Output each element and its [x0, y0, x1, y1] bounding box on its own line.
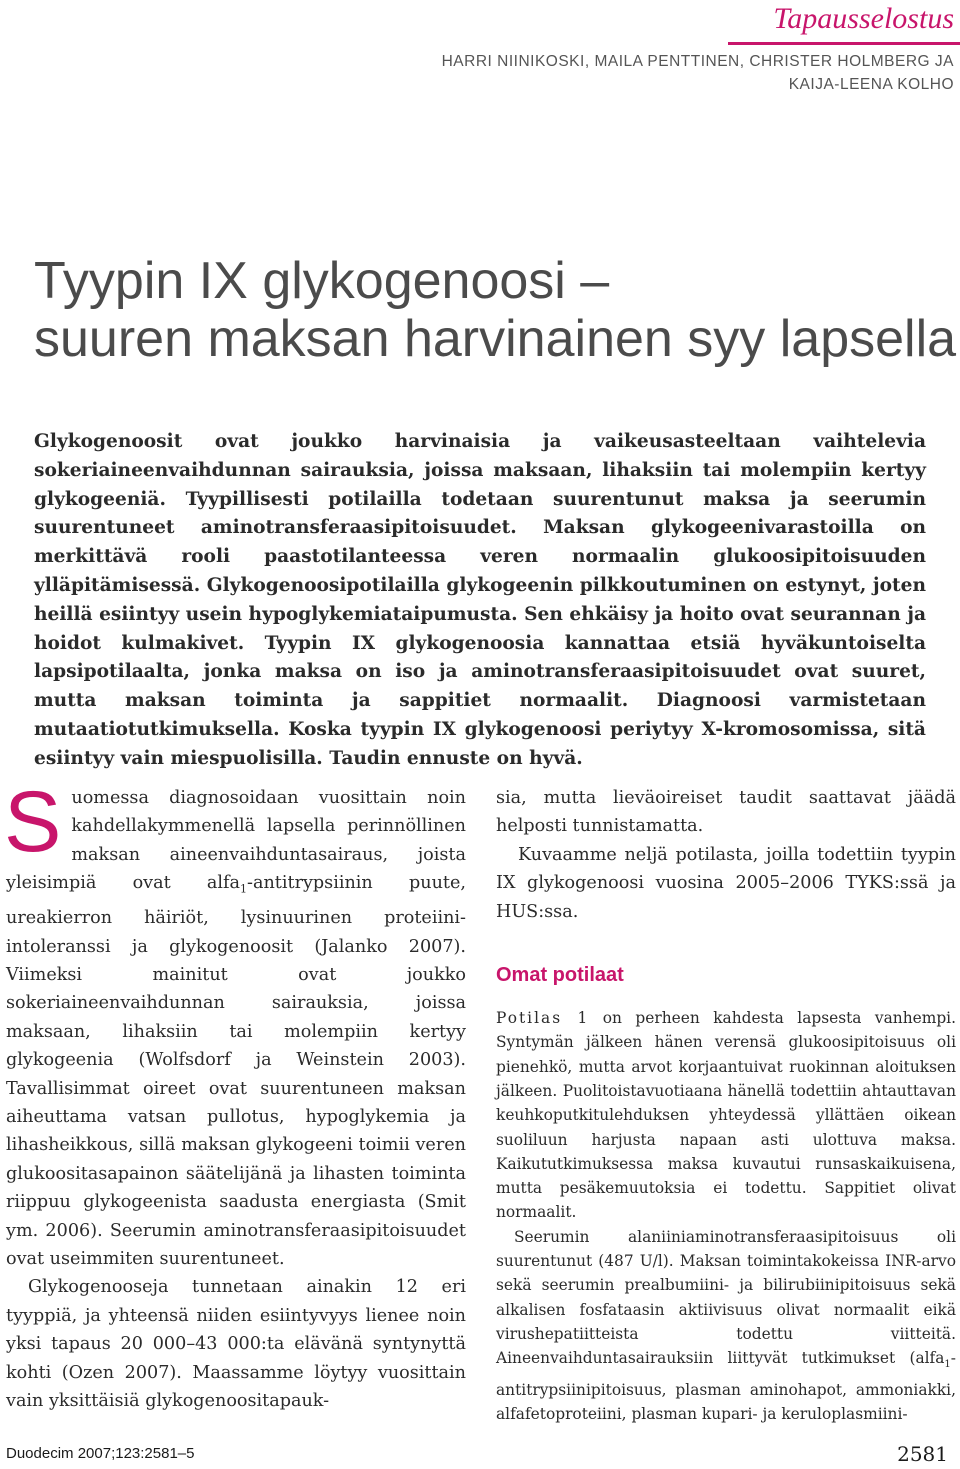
title-line-1: Tyypin IX glykogenoosi – — [34, 252, 610, 310]
drop-cap: S — [4, 774, 62, 870]
left-column — [4, 774, 466, 1415]
case-1-paragraph — [496, 1006, 956, 1225]
authors — [254, 50, 954, 96]
patients-intro-paragraph: Kuvaamme neljä potilasta, joilla todettiin tyypin IX glykogenoosi vuosina 2005–2006 TYKS:ssä ja HUS:ssa. — [496, 844, 956, 922]
article-title — [34, 252, 957, 368]
prevalence-paragraph: Glykogenooseja tunnetaan ainakin 12 eri tyyppiä, ja yhteensä niiden esiintyvyys lienee noin yksi tapaus 20 000–43 000:ta elävänä syntynyttä kohti (Ozen 2007). Maassamme löytyy vuosittain vain yksittäisiä glykogenoositapauk- — [6, 1277, 466, 1412]
case-1-lab-text-b: -antitrypsiinipitoisuus, plasman aminohapot, ammoniakki, alfafetoproteiini, plasman kupari- ja keruloplasmiini- — [496, 1349, 956, 1423]
intro-subscript: 1 — [240, 882, 248, 896]
authors-line-1: HARRI NIINIKOSKI, MAILA PENTTINEN, CHRISTER HOLMBERG JA — [441, 53, 954, 70]
continuation-paragraph: sia, mutta lieväoireiset taudit saattavat jäädä helposti tunnistamatta. — [496, 788, 956, 837]
section-label-text: Tapausselostus — [773, 2, 954, 35]
intro-text-b: -antitrypsiinin puute, ureakierron häiriöt, lysinuurinen proteiini-intoleranssi ja glykogenoosit (Jalanko 2007). Viimeksi mainitut ovat joukko sokeriaineenvaihdunnan sairauksia, joissa maksaan, lihaksiin tai molempiin kertyy glykogeenia (Wolfsdorf ja Weinstein 2003). Tavallisimmat oireet ovat suurentuneen maksan aiheuttama vatsan pullotus, hypoglykemia ja lihasheikkous, sillä maksan glykogeeni toimii veren glukoositasapainon säätelijänä ja lihasten toiminta riippuu glykogeenista saadusta energiasta (Smit ym. 2006). Seerumin aminotransferaasipitoisuudet ovat useimmiten suurentuneet. — [6, 873, 466, 1270]
page-number: 2581 — [897, 1442, 948, 1466]
case-1-label: Potilas 1 — [496, 1009, 590, 1028]
journal-citation: Duodecim 2007;123:2581–5 — [6, 1445, 195, 1462]
right-column — [496, 784, 956, 1426]
authors-line-2: KAIJA-LEENA KOLHO — [788, 76, 954, 93]
intro-paragraph — [4, 774, 466, 1273]
abstract: Glykogenoosit ovat joukko harvinaisia ja vaikeusasteeltaan vaihtelevia sokeriaineenvaihdunnan sairauksia, joissa maksaan, lihaksiin tai molempiin kertyy glykogeeniä. Tyypillisesti potilailla todetaan suurentunut maksa ja seerumin suurentuneet aminotransferaasipitoisuudet. Maksan glykogeenivarastoilla on merkittävä rooli paastotilanteessa veren normaalin glukoosipitoisuuden ylläpitämisessä. Glykogenoosipotilailla glykogeenin pilkkoutuminen on estynyt, joten heillä esiintyy usein hypoglykemiataipumusta. Sen ehkäisy ja hoito ovat seurannan ja hoidot kulmakivet. Tyypin IX glykogenoosia kannattaa etsiä hyväkuntoiselta lapsipotilaalta, jonka maksa on iso ja aminotransferaasipitoisuudet ovat suuret, mutta maksan toiminta ja sappitiet normaalit. Diagnoosi varmistetaan mutaatiotutkimuksella. Koska tyypin IX glykogenoosi periytyy X-kromosomissa, sitä esiintyy vain miespuolisilla. Taudin ennuste on hyvä. — [34, 431, 926, 769]
title-line-2: suuren maksan harvinainen syy lapsella — [34, 310, 957, 368]
intro-text-a: uomessa diagnosoidaan vuosittain noin kahdellakymmenellä lapsella perinnöllinen maksan aineenvaihduntasairaus, joista yleisimpiä ovat alfa — [6, 788, 466, 894]
case-1-lab-paragraph — [496, 1225, 956, 1426]
case-1-lab-text-a: Seerumin alaniiniaminotransferaasipitoisuus oli suurentunut (487 U/l). Maksan toimintakokeissa INR-arvo sekä seerumin prealbumiini- ja bilirubiinipitoisuus sekä alkalisen fosfataasin aktiivisuus olivat normaalit eikä virushepatiitteista todettu viitteitä. Aineenvaihduntasairauksiin liittyvät tutkimukset (alfa — [496, 1227, 956, 1368]
case-1-text: on perheen kahdesta lapsesta vanhempi. Syntymän jälkeen hänen verensä glukoosipitoisuus oli pienehkö, mutta arvot korjaantuivat ruokinnan aloituksen jälkeen. Puolitoistavuotiaana hänellä todettiin ahtauttavan keuhkoputkitulehduksen yhteydessä yllättäen oikean suoliluun harjusta napaan asti ulottuva maksa. Kaikututkimuksessa maksa kuvautui runsaskaikuisena, mutta pesäkemuutoksia ei todettu. Sappitiet olivat normaalit. — [496, 1009, 956, 1222]
section-heading-own-patients: Omat potilaat — [496, 964, 624, 987]
section-label — [728, 0, 960, 45]
case-1-lab-subscript: 1 — [944, 1359, 951, 1371]
